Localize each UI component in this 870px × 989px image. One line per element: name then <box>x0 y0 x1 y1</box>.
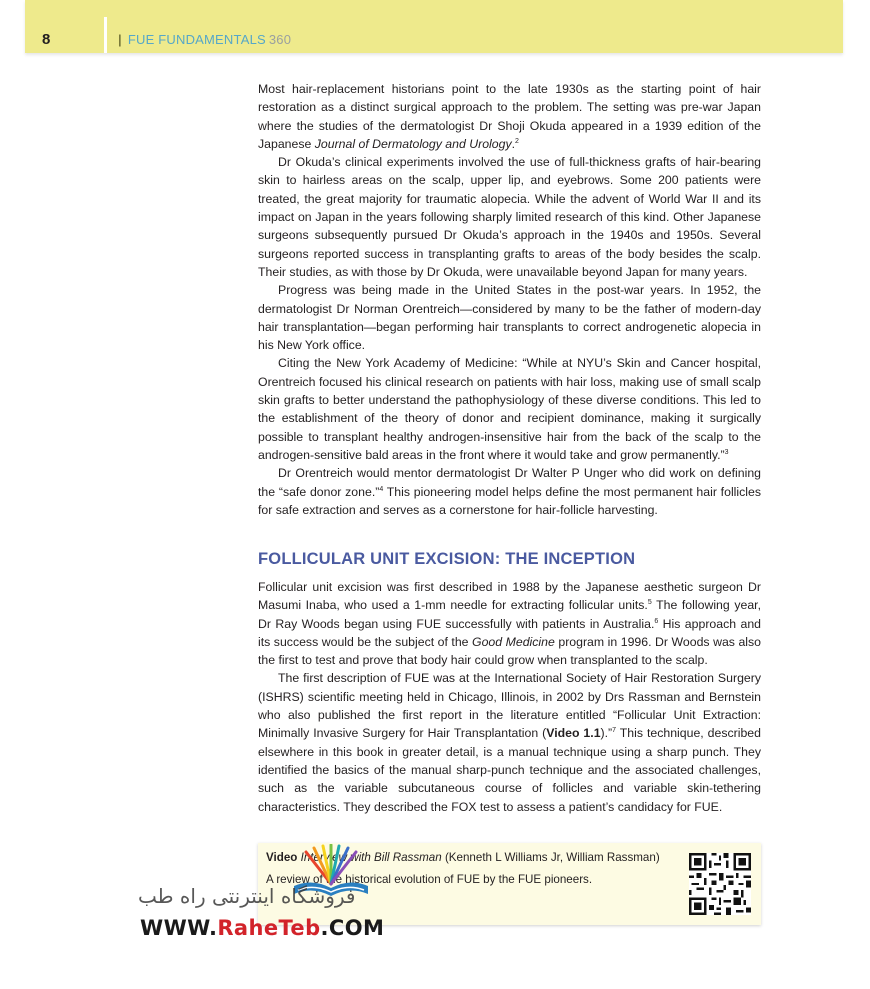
section-text <box>258 578 761 816</box>
video-reference[interactable]: Video 1.1 <box>546 726 601 741</box>
paragraph: Dr Orentreich would mentor dermatologist Dr Walter P Unger who did work on defining the “safe donor zone.”$^4$ This pioneering model helps define the most permanent hair follicles for safe extraction and serves as a cornerstone for hair-follicle harvesting. <box>258 466 762 517</box>
paragraph: The first description of FUE was at the International Society of Hair Restoration Surgery (ISHRS) scientific meeting held in Chicago, Illinois, in 2002 by Drs Rassman and Bernstein who also published the first report in the literature entitled “Follicular Unit Extraction: Minimally Invasive Surgery for Hair Transplantation (Video 1.1).”$^7$ This technique, described elsewhere in this book in greater detail, is a manual technique using a sharp punch. They identified the basics of the manual sharp-punch technique and the associated challenges, such as the variable subcutaneous course of follicles and variable skin-tethering characteristics. They described the FOX test to assess a patient’s candidacy for FUE. <box>258 671 761 814</box>
paragraph: Most hair-replacement historians point to the late 1930s as the starting point of hair restoration as a distinct surgical approach to the problem. The setting was pre-war Japan where the studies of the dermatologist Dr Shoji Okuda appeared in a 1939 edition of the Japanese Journal of Dermatology and Urology.$^2$ <box>258 82 761 151</box>
paragraph: Progress was being made in the United States in the post-war years. In 1952, the dermatologist Dr Norman Orentreich—considered by many to be the father of modern-day hair transplantation—began performing hair transplants to correct androgenetic alopecia in his New York office. <box>258 283 761 353</box>
video-credits: (Kenneth L Williams Jr, William Rassman) <box>444 851 660 864</box>
book-title: FUE FUNDAMENTALS <box>127 32 266 47</box>
watermark-persian-text: فروشگاه اینترنتی راه طب <box>138 884 356 908</box>
citation: 4 <box>379 485 384 493</box>
running-head <box>118 32 291 47</box>
citation: 2 <box>515 137 519 145</box>
watermark-url: WWW.RaheTeb.COM <box>140 916 385 940</box>
watermark <box>120 820 390 950</box>
paragraph: Follicular unit excision was first described in 1988 by the Japanese aesthetic surgeon Dr Masumi Inaba, who used a 1-mm needle for extracting follicular units.$^5$ The following year, Dr Ray Woods began using FUE successfully with patients in Australia.$^6$ His approach and its success would be the subject of the Good Medicine program in 1996. Dr Woods was also the first to test and prove that body hair could grow when transplanted to the scalp. <box>258 580 762 668</box>
section-heading: FOLLICULAR UNIT EXCISION: THE INCEPTION <box>258 550 636 568</box>
paragraph: Dr Okuda’s clinical experiments involved the use of full-thickness grafts of hair-bearing skin to hairless areas on the scalp, upper lip, and eyebrows. Some 200 patients were treated, the great majority for traumatic alopecia. While the advent of World War II and its impact on Japan in the years following sharply limited research of this kind. Other Japanese surgeons subsequently pursued Dr Okuda’s approach in the 1940s and 1950s. Several surgeons reported success in transplanting grafts to areas of the body besides the scalp. Their studies, as with those by Dr Okuda, were unavailable beyond Japan for many years. <box>258 155 761 279</box>
book-title-number: 360 <box>268 32 292 47</box>
citation: 5 <box>647 599 652 607</box>
video-title-italic: Interview with Bill Rassman <box>300 851 442 864</box>
header-divider-line <box>104 17 107 53</box>
citation: 3 <box>724 448 729 456</box>
running-head-bar: | <box>118 32 122 47</box>
page-number: 8 <box>42 31 51 48</box>
video-description: A review of the historical evolution of FUE by the FUE pioneers. <box>266 873 593 886</box>
qr-code-icon[interactable] <box>689 853 751 915</box>
paragraph: Citing the New York Academy of Medicine: “While at NYU’s Skin and Cancer hospital, Orentreich focused his clinical research on patients with hair loss, making use of small scalp skin grafts to better understand the pathophysiology of these diverse conditions. This led to the establishment of the theory of donor and recipient dominance, making it surgically possible to transplant healthy androgen-insensitive hair from the back of the scalp to the androgen-sensitive bald areas in the front where it would take and grow permanently.”$^3$ <box>258 356 761 462</box>
citation: 7 <box>612 727 617 735</box>
citation: 6 <box>654 617 659 625</box>
intro-text <box>258 80 761 519</box>
video-label: Video <box>266 851 298 864</box>
